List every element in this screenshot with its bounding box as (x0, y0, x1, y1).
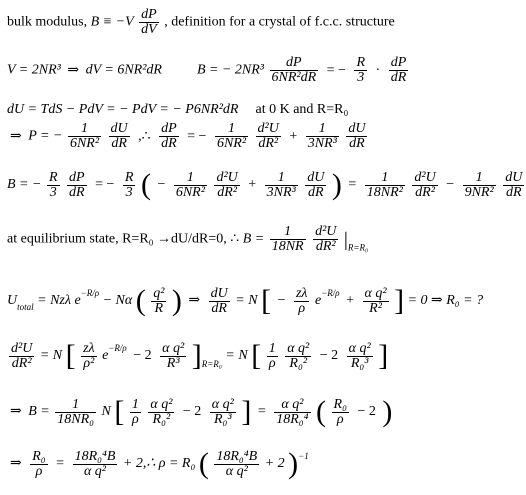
denominator: dR (308, 184, 324, 200)
fraction (347, 342, 373, 371)
eq-line-pressure (7, 122, 369, 151)
denominator: ρ (131, 411, 139, 427)
right-bracket: ] (191, 339, 202, 372)
exponent: −1 (298, 451, 309, 462)
numerator: dU (110, 121, 128, 136)
denominator: 3 (49, 184, 57, 200)
volume-expr: V = 2NR³ (7, 62, 61, 78)
fraction (274, 398, 310, 427)
eq-line-equilibrium (7, 225, 368, 254)
numerator: dU (307, 169, 325, 185)
e-symbol: e (102, 348, 109, 364)
lhs: B ≡ −V (90, 14, 134, 30)
fraction (214, 171, 239, 200)
equals-minus: = − (326, 62, 346, 78)
equals: = (257, 404, 266, 420)
left-paren: ( (198, 447, 209, 480)
denominator: dR (211, 300, 227, 316)
eq-line-rho (7, 449, 309, 479)
equilibrium-question: = 0 ⇒ R₀ = ? (407, 293, 484, 309)
energy-expr: dU = TdS − PdV = − PdV = − P6NR²dR (7, 102, 239, 117)
minus-two: − 2 (182, 404, 202, 420)
minus-two: − 2 (133, 348, 152, 364)
implies-arrow: ⇒ (67, 62, 80, 78)
repulsive-term: = Nzλ e (37, 293, 81, 309)
equals-minus: = − (187, 128, 207, 144)
u-subscript: total (17, 302, 34, 313)
exponent: −R/ρ (321, 288, 340, 299)
numerator: 1 (268, 340, 276, 356)
denominator: ρ (298, 300, 306, 316)
exponent: −R/ρ (80, 288, 100, 299)
madelung-term: − Nα (102, 293, 133, 309)
eq-line-energy (7, 103, 348, 117)
denominator: 6NR² (216, 136, 247, 151)
fraction (270, 225, 306, 254)
b-expr: B = (242, 231, 265, 247)
n-symbol: N (101, 404, 111, 420)
numerator: 1 (365, 171, 405, 186)
fraction (160, 342, 186, 371)
fraction (265, 171, 298, 200)
numerator: dU (348, 121, 366, 136)
numerator: d²U (11, 340, 33, 356)
p-expr: P = − (28, 128, 63, 144)
eq-line-bulk-expanded (7, 170, 526, 200)
denominator: 6NR² (69, 136, 100, 151)
intro-text: bulk modulus, (7, 14, 88, 30)
fraction (463, 171, 496, 200)
numerator: d²U (315, 224, 337, 239)
denominator: R₀³ (214, 411, 232, 427)
denominator: 18NR₀ (57, 411, 94, 427)
denominator: α q² (225, 463, 248, 479)
eq-line-volume (7, 56, 410, 85)
fraction (412, 171, 437, 200)
equals-minus: = − (95, 177, 115, 193)
implies-arrow: ⇒ (188, 293, 201, 309)
denominator: 3 (357, 70, 365, 85)
left-bracket: [ (114, 395, 125, 428)
denominator: ρ (35, 463, 43, 479)
fraction (209, 287, 230, 316)
fraction (174, 171, 207, 200)
right-bracket: ] (241, 395, 252, 428)
denominator: 9NR² (464, 184, 494, 200)
denominator: 18NR (271, 239, 304, 254)
left-paren: ( (316, 395, 327, 428)
numerator: 1 (265, 171, 298, 186)
fraction (270, 56, 319, 85)
fraction (130, 398, 141, 427)
denominator: dR (161, 136, 177, 151)
numerator: dU (210, 285, 228, 301)
numerator: zλ (83, 340, 95, 356)
fraction (9, 342, 34, 371)
evaluation-condition: R=R₀ (347, 242, 369, 253)
u-symbol: U (7, 293, 18, 309)
denominator: R₀³ (350, 355, 369, 371)
evaluation-condition: R=R₀ (201, 359, 222, 370)
numerator: 1 (55, 398, 96, 413)
implies-arrow: ⇒ (10, 456, 22, 472)
denominator: 6NR²dR (271, 70, 317, 85)
eq-line-bulk-modulus-definition (7, 8, 395, 37)
denominator: ρ (268, 355, 276, 371)
numerator: 1 (306, 122, 339, 137)
implies-arrow: ⇒ (10, 128, 22, 144)
fraction (313, 225, 338, 254)
eq-line-bulk-result (7, 397, 392, 427)
fraction (210, 398, 236, 427)
fraction (139, 8, 159, 37)
numerator: 1 (215, 122, 248, 137)
e-symbol: e (314, 293, 322, 309)
numerator: R₀ (32, 448, 46, 464)
numerator: 1 (174, 171, 207, 186)
fraction (123, 171, 136, 200)
fraction (285, 342, 311, 371)
dv-expr: dV = 6NR²dR (85, 62, 162, 78)
b-expr: B = − 2NR³ (196, 62, 265, 78)
numerator: α q² (287, 340, 310, 356)
fraction (215, 122, 248, 151)
fraction (68, 122, 101, 151)
numerator: 1 (68, 122, 101, 137)
numerator: d²U (216, 169, 238, 185)
fraction (67, 171, 87, 200)
plus-two: + 2 (264, 456, 285, 472)
denominator: dR (69, 184, 85, 200)
plus: + (346, 293, 355, 309)
plus: + (248, 177, 257, 193)
fraction (159, 122, 179, 151)
fraction (73, 450, 118, 479)
denominator: dR (349, 136, 365, 151)
numerator: q² (153, 285, 165, 301)
fraction (365, 171, 405, 200)
fraction (294, 287, 310, 316)
equals: = (56, 456, 65, 472)
numerator: α q² (150, 396, 173, 412)
fraction (47, 171, 60, 200)
denominator: ρ (336, 411, 344, 427)
numerator: 18R₀⁴B (74, 448, 116, 464)
numerator: α q² (364, 285, 387, 301)
numerator: 1 (463, 171, 496, 186)
numerator: 1 (270, 225, 306, 240)
denominator: R₀² (289, 355, 308, 371)
left-paren: ( (140, 168, 151, 201)
denominator: R³ (166, 355, 180, 371)
fraction (503, 171, 524, 200)
right-bracket: ] (378, 339, 389, 372)
minus-two: − 2 (319, 348, 339, 364)
numerator: R (124, 169, 134, 185)
equilibrium-text: at equilibrium state, R=R₀ →dU/dR=0, ∴ (7, 231, 240, 247)
numerator: α q² (162, 340, 185, 356)
denominator: 18NR² (366, 184, 403, 200)
numerator: 18R₀⁴B (216, 448, 258, 464)
denominator: 6NR² (175, 184, 205, 200)
implies-arrow: ⇒ (10, 404, 22, 420)
denominator: dR² (415, 184, 435, 200)
numerator: dP (270, 56, 319, 71)
numerator: dP (390, 55, 407, 70)
exponent: −R/ρ (108, 343, 127, 354)
right-paren: ) (171, 284, 182, 317)
plus: + (289, 128, 298, 144)
numerator: dP (141, 7, 157, 22)
minus: − (157, 177, 166, 193)
left-bracket: [ (261, 284, 272, 317)
equals-n: = N (39, 348, 63, 364)
fraction (55, 398, 96, 427)
fraction (256, 122, 281, 151)
fraction (346, 122, 367, 151)
denominator: R² (369, 300, 382, 316)
numerator: zλ (295, 285, 308, 301)
minus: − (277, 293, 286, 309)
numerator: α q² (348, 340, 371, 356)
numerator: α q² (274, 398, 310, 413)
left-paren: ( (135, 284, 146, 317)
denominator: dV (141, 22, 157, 37)
denominator: dR² (258, 136, 279, 151)
numerator: R (48, 169, 58, 185)
fraction (363, 287, 389, 316)
therefore: ,∴ (138, 128, 151, 144)
numerator: d²U (257, 121, 279, 136)
numerator: R (356, 55, 366, 70)
fraction (109, 122, 130, 151)
denominator: 18R₀⁴ (276, 411, 309, 427)
fraction (148, 398, 174, 427)
numerator: dP (69, 169, 85, 185)
minus-two: − 2 (357, 404, 376, 420)
right-paren: ) (288, 447, 299, 480)
denominator: R (154, 300, 164, 316)
dot: · (375, 62, 381, 78)
fraction (81, 342, 97, 371)
numerator: dP (161, 121, 177, 136)
denominator: 3NR³ (266, 184, 296, 200)
denominator: dR² (315, 239, 336, 254)
fraction (305, 171, 326, 200)
b-expr: B = − (7, 177, 42, 193)
right-bracket: ] (394, 284, 405, 317)
definition-text: , definition for a crystal of f.c.c. structure (164, 14, 395, 30)
denominator: dR² (217, 184, 237, 200)
evaluation-bar: | (343, 228, 348, 251)
numerator: 1 (131, 396, 139, 412)
fraction (332, 398, 349, 427)
b-expr: B = (28, 404, 50, 420)
fraction (151, 287, 166, 316)
denominator: dR (111, 136, 127, 151)
denominator: dR² (11, 355, 32, 371)
fraction (306, 122, 339, 151)
denominator: ρ² (83, 355, 95, 371)
right-paren: ) (382, 395, 393, 428)
denominator: dR (505, 184, 522, 200)
equals: = (348, 177, 357, 193)
numerator: α q² (211, 396, 234, 412)
denominator: R₀² (152, 411, 171, 427)
equals-n: = N (225, 348, 248, 364)
numerator: dU (505, 169, 523, 185)
eq-line-second-derivative (7, 341, 388, 371)
left-bracket: [ (251, 339, 262, 372)
denominator: 3 (125, 184, 133, 200)
eq-line-total-energy (7, 286, 483, 316)
rho-expr: + 2,∴ ρ = R₀ (122, 456, 196, 472)
condition-text: at 0 K and R=R₀ (255, 102, 349, 117)
fraction (354, 56, 367, 85)
denominator: 3NR³ (307, 136, 337, 151)
fraction (30, 450, 47, 479)
fraction (389, 56, 409, 85)
numerator: R₀ (333, 396, 347, 412)
denominator: dR (390, 70, 407, 85)
minus: − (446, 177, 455, 193)
fraction (267, 342, 278, 371)
equals-n: = N (235, 293, 258, 309)
fraction (214, 450, 259, 479)
numerator: d²U (414, 169, 436, 185)
left-bracket: [ (65, 339, 76, 372)
right-paren: ) (331, 168, 342, 201)
denominator: α q² (83, 463, 106, 479)
